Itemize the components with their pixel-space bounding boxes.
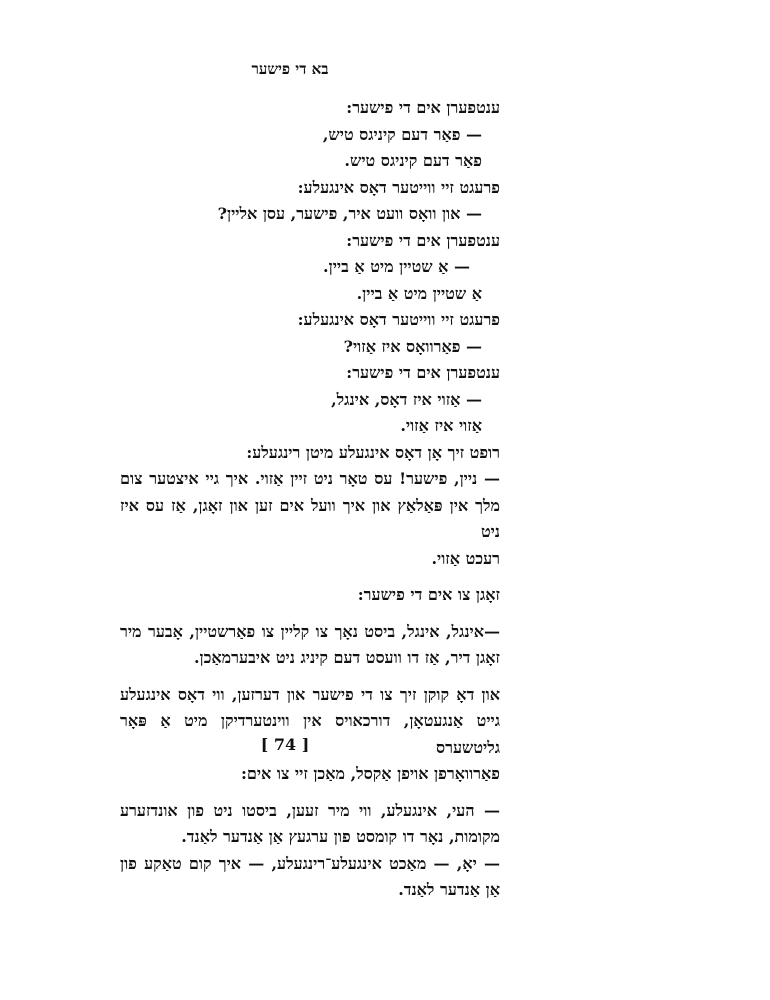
text-line-13: אַזוי איז אַזוי.	[400, 416, 482, 435]
text-line-3: פאַר דעם קיניגס טיש.	[344, 151, 482, 170]
text-line-17: רעכט אַזוי.	[431, 548, 500, 568]
text-line-2: — פאַר דעם קיניגס טיש,	[322, 124, 482, 144]
text-line-18: זאָגן צו אים די פישער:	[357, 585, 500, 604]
text-line-16: מלך אין פּאַלאַץ און איך וועל אים זען און זאָגן, אַז עס איז ניט	[120, 495, 500, 541]
text-line-26: — יאָ, — מאַכט אינגעלע־רינגעלע, — איך קום טאַקע פון	[120, 853, 500, 873]
text-line-10: — פאַרוואָס איז אַזוי?	[343, 336, 482, 356]
text-line-1: ענטפערן אים די פישער:	[346, 98, 500, 117]
text-line-24: — העי, אינגעלע, ווי מיר זעען, ביסטו ניט פון אונדזערע	[120, 800, 500, 820]
text-line-7: — אַ שטיין מיט אַ ביין.	[323, 257, 470, 276]
text-line-21: און דאָ קוקן זיך צו די פישער און דערזען, ווי דאָס אינגעלע	[120, 684, 500, 704]
running-head: בא די פישער	[251, 60, 329, 78]
text-line-8: אַ שטיין מיט אַ ביין.	[356, 283, 482, 303]
paragraph-gap	[120, 788, 500, 798]
text-line-14: רופט זיך אָן דאָס אינגעלע מיטן רינגעלע:	[246, 442, 500, 462]
paragraph-gap	[120, 672, 500, 682]
text-line-5: — און וואָס וועט איר, פישער, עסן אליין?	[217, 204, 482, 223]
page-number: [ 74 ]	[260, 735, 310, 754]
paragraph-gap	[120, 609, 500, 619]
text-line-20: זאָגן דיר, אַז דו וועסט דעם קיניג ניט איבערמאַכן.	[193, 648, 500, 667]
text-line-22: גייט אַנגעטאָן, דורכאויס אין ווינטערדיקן מיט אַ פּאָר גליטשערס	[120, 711, 500, 757]
text-line-25: מקומות, נאָר דו קומסט פון ערגעץ אַן אַנדער לאַנד.	[181, 827, 500, 846]
text-line-19: —אינגל, אינגל, ביסט נאָך צו קליין צו פאַרשטיין, אָבער מיר	[120, 621, 500, 641]
poem-text	[120, 95, 500, 904]
text-line-4: פרעגט זיי ווייטער דאָס אינגעלע:	[297, 177, 500, 197]
text-line-27: אַן אַנדער לאַנד.	[398, 880, 500, 899]
text-line-11: ענטפערן אים די פישער:	[346, 363, 500, 382]
text-line-15: — ניין, פישער! עס טאָר ניט זיין אַזוי. איך גיי איצטער צום	[120, 469, 500, 488]
text-line-12: — אַזוי איז דאָס, אינגל,	[331, 389, 482, 409]
paragraph-gap	[120, 572, 500, 582]
text-line-23: פאַרוואָרפן אויפן אַקסל, מאַכן זיי צו אים:	[240, 764, 500, 783]
text-line-6: ענטפערן אים די פישער:	[346, 230, 500, 250]
text-line-9: פרעגט זיי ווייטער דאָס אינגעלע:	[297, 310, 500, 329]
